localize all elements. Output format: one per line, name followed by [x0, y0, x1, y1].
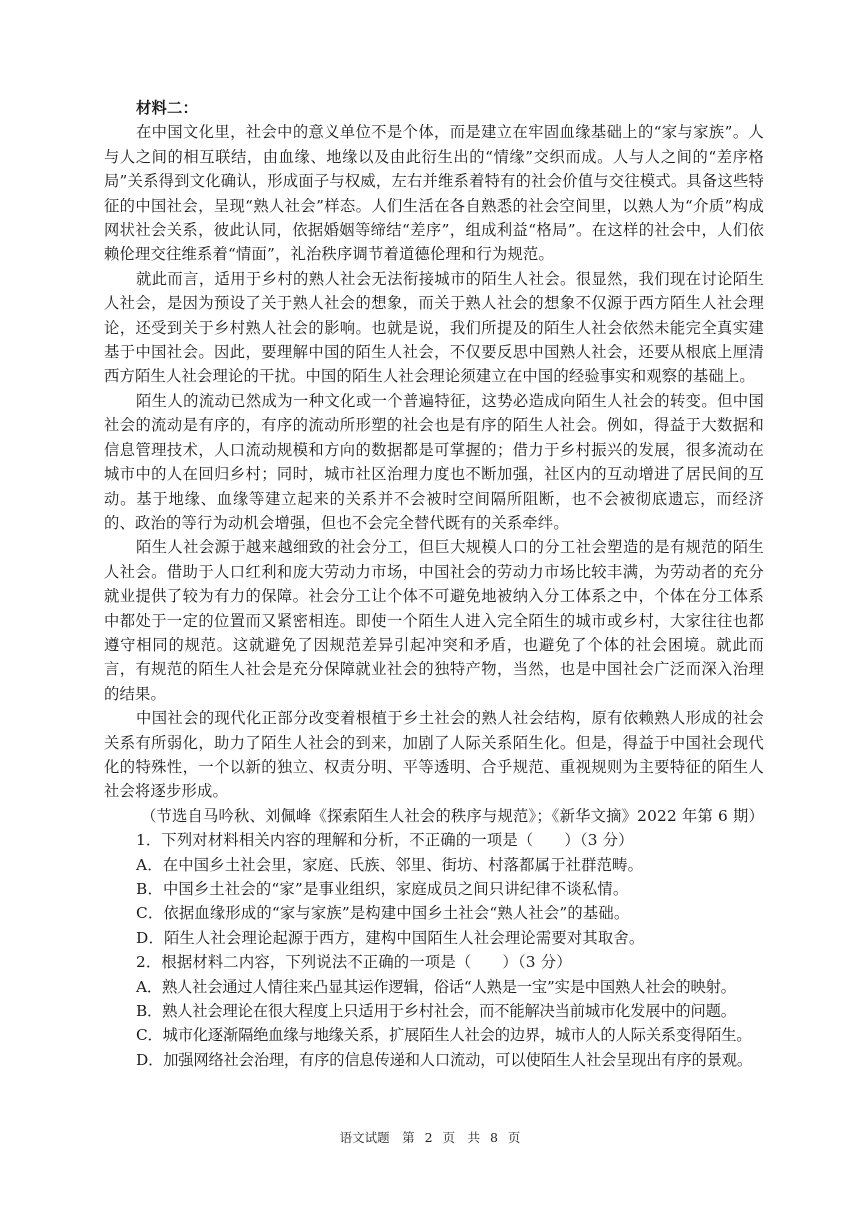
paragraph-4: 陌生人社会源于越来越细致的社会分工，但巨大规模人口的分工社会塑造的是有规范的陌生人社会。借助于人口红利和庞大劳动力市场，中国社会的劳动力市场比较丰满，为劳动者的充分就业提供了较为有力的保障。社会分工让个体不可避免地被纳入分工体系之中，个体在分工体系中都处于一定的位置而又紧密相连。即使一个陌生人进入完全陌生的城市或乡村，大家往往也都遵守相同的规范。这就避免了因规范差异引起冲突和矛盾，也避免了个体的社会困境。就此而言，有规范的陌生人社会是充分保障就业社会的独特产物，当然，也是中国社会广泛而深入治理的结果。 — [104, 538, 764, 703]
question-1-option-a: A．在中国乡土社会里，家庭、氏族、邻里、街坊、村落都属于社群范畴。 — [136, 855, 644, 874]
question-1-option-c: C．依据血缘形成的“家与家族”是构建中国乡土社会“熟人社会”的基础。 — [136, 904, 630, 923]
question-2-option-d: D．加强网络社会治理，有序的信息传递和人口流动，可以使陌生人社会呈现出有序的景观。 — [136, 1050, 752, 1069]
material-heading: 材料二： — [136, 99, 198, 117]
document-body — [104, 96, 764, 1072]
question-2-option-c: C．城市化逐渐隔绝血缘与地缘关系，扩展陌生人社会的边界，城市人的人际关系变得陌生。 — [136, 1026, 752, 1045]
question-1-option-d: D．陌生人社会理论起源于西方，建构中国陌生人社会理论需要对其取舍。 — [136, 928, 645, 947]
paragraph-5: 中国社会的现代化正部分改变着根植于乡土社会的熟人社会结构，原有依赖熟人形成的社会关系有所弱化，助力了陌生人社会的到来，加剧了人际关系陌生化。但是，得益于中国社会现代化的特殊性，一个以新的独立、权责分明、平等透明、合乎规范、重视规则为主要特征的陌生人社会将逐步形成。 — [104, 709, 764, 801]
paragraph-2: 就此而言，适用于乡村的熟人社会无法衔接城市的陌生人社会。很显然，我们现在讨论陌生人社会，是因为预设了关于熟人社会的想象，而关于熟人社会的想象不仅源于西方陌生人社会理论，还受到关于乡村熟人社会的影响。也就是说，我们所提及的陌生人社会依然未能完全真实建基于中国社会。因此，要理解中国的陌生人社会，不仅要反思中国熟人社会，还要从根底上厘清西方陌生人社会理论的干扰。中国的陌生人社会理论须建立在中国的经验事实和观察的基础上。 — [104, 269, 764, 386]
question-2-option-a: A．熟人社会通过人情往来凸显其运作逻辑，俗话“人熟是一宝”实是中国熟人社会的映射。 — [136, 977, 736, 996]
question-1-stem: 1．下列对材料相关内容的理解和分析，不正确的一项是（ ）（3 分） — [136, 831, 634, 850]
page-footer: 语文试题 第 2 页 共 8 页 — [339, 1130, 521, 1145]
paragraph-3: 陌生人的流动已然成为一种文化或一个普遍特征，这势必造成向陌生人社会的转变。但中国社会的流动是有序的，有序的流动所形塑的社会也是有序的陌生人社会。例如，得益于大数据和信息管理技术，人口流动规模和方向的数据都是可掌握的；借力于乡村振兴的发展，很多流动在城市中的人在回归乡村；同时，城市社区治理力度也不断加强，社区内的互动增进了居民间的互动。基于地缘、血缘等建立起来的关系并不会被时空间隔所阻断，也不会被彻底遗忘，而经济的、政治的等行为动机会增强，但也不会完全替代既有的关系牵绊。 — [104, 391, 764, 532]
question-2-option-b: B．熟人社会理论在很大程度上只适用于乡村社会，而不能解决当前城市化发展中的问题。 — [136, 1002, 736, 1021]
question-1-option-b: B．中国乡土社会的“家”是事业组织，家庭成员之间只讲纪律不谈私情。 — [136, 880, 629, 898]
paragraph-1: 在中国文化里，社会中的意义单位不是个体，而是建立在牢固血缘基础上的“家与家族”。人与人之间的相互联结，由血缘、地缘以及由此衍生出的“情缘”交织而成。人与人之间的“差序格局”关系得到文化确认，形成面子与权威，左右并维系着特有的社会价值与交往模式。具备这些特征的中国社会，呈现“熟人社会”样态。人们生活在各自熟悉的社会空间里，以熟人为“介质”构成网状社会关系，彼此认同，依据婚姻等缔结“差序”，组成利益“格局”。在这样的社会中，人们依赖伦理交往维系着“情面”，礼治秩序调节着道德伦理和行为规范。 — [104, 123, 764, 264]
question-2-stem: 2．根据材料二内容，下列说法不正确的一项是（ ）（3 分） — [136, 953, 572, 972]
source-citation: （节选自马吟秋、刘佩峰《探索陌生人社会的秩序与规范》；《新华文摘》2022 年第 6 期） — [141, 806, 764, 825]
